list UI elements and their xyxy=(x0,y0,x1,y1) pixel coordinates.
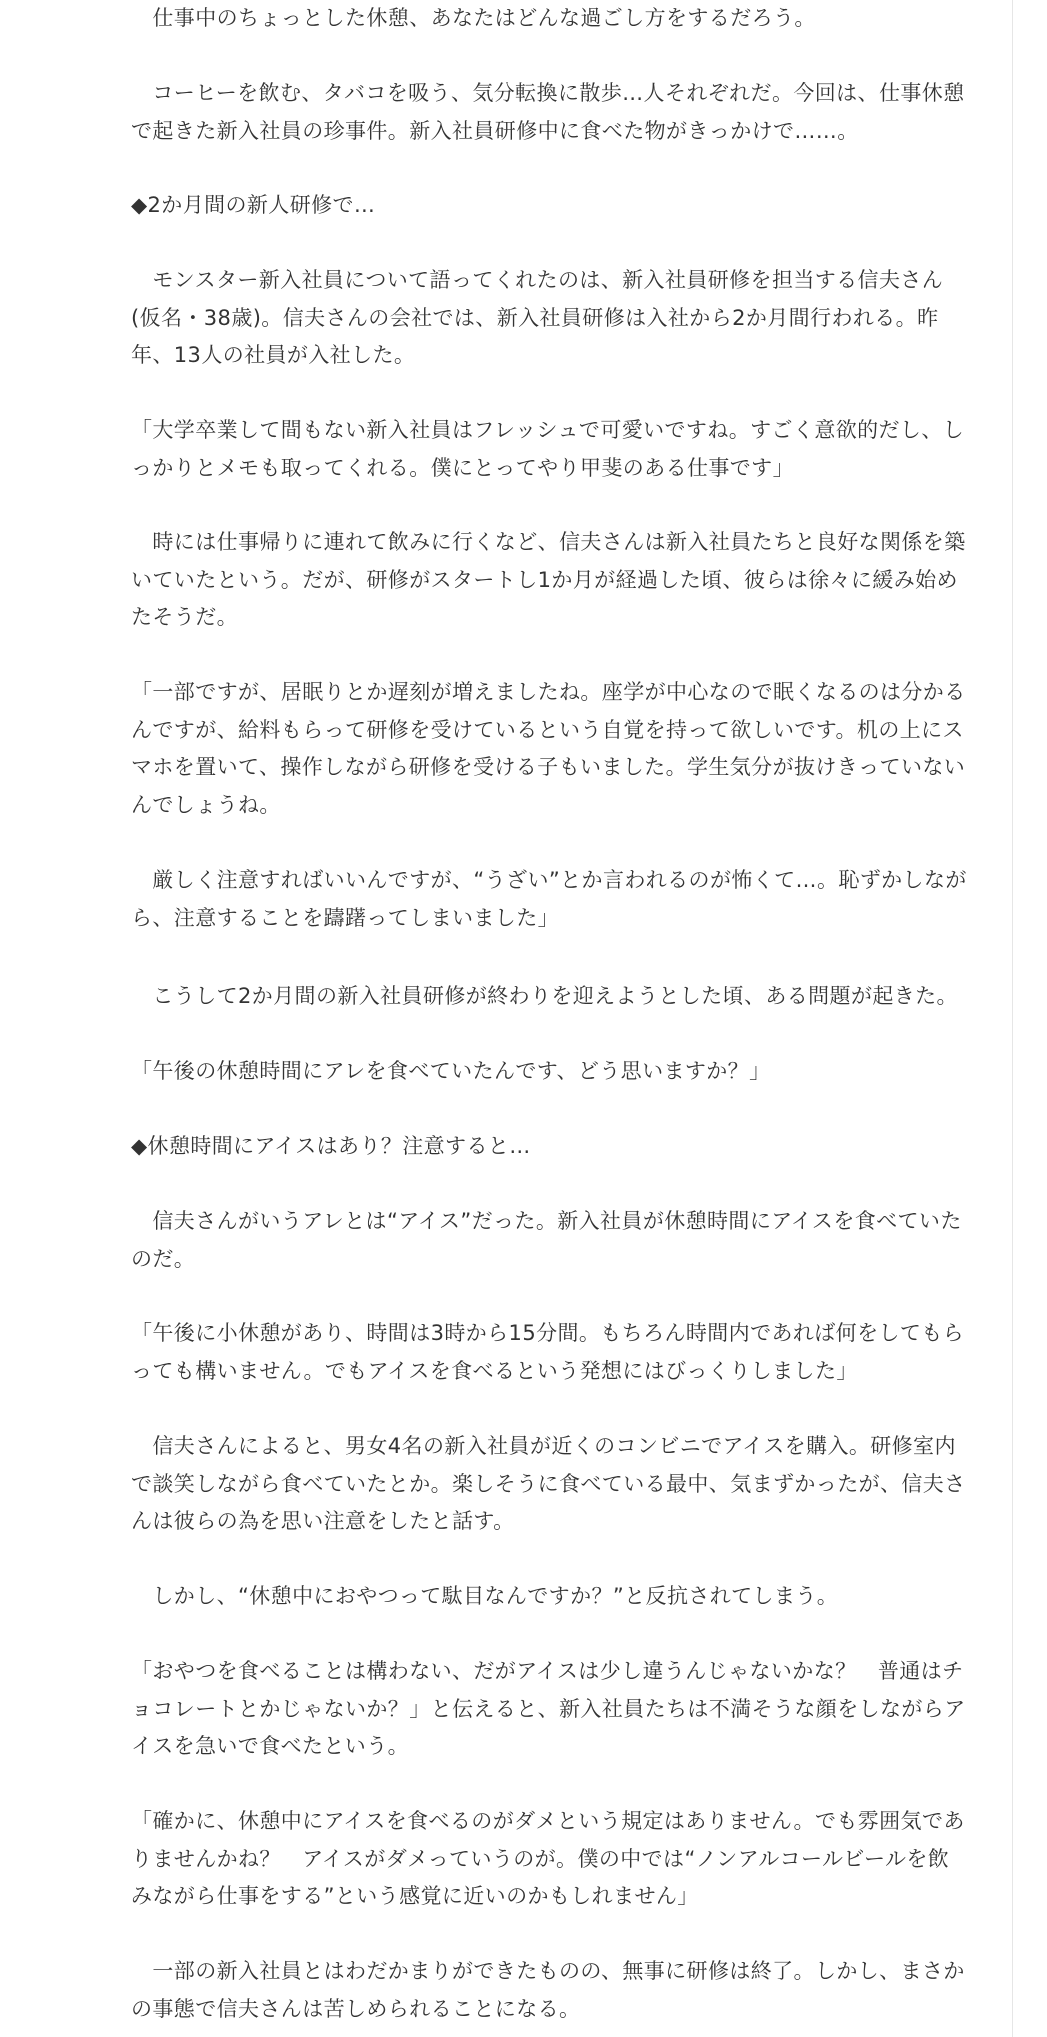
article-paragraph: こうして2か月間の新入社員研修が終わりを迎えようとした頃、ある問題が起きた。 xyxy=(131,984,958,1008)
article-paragraph: モンスター新入社員について語ってくれたのは、新入社員研修を担当する信夫さん(仮名・38歳)。信夫さんの会社では、新入社員研修は入社から2か月間行われる。昨年、13人の社員が入社した。 xyxy=(131,268,944,367)
article-quote: 厳しく注意すればいいんですが、“うざい”とか言われるのが怖くて…。恥ずかしながら、注意することを躊躇ってしまいました」 xyxy=(131,868,967,930)
article-paragraph: 時には仕事帰りに連れて飲みに行くなど、信夫さんは新入社員たちと良好な関係を築いていたという。だが、研修がスタートし1か月が経過した頃、彼らは徐々に緩み始めたそうだ。 xyxy=(131,530,966,629)
article-quote: 「大学卒業して間もない新入社員はフレッシュで可愛いですね。すごく意欲的だし、しっかりとメモも取ってくれる。僕にとってやり甲斐のある仕事です」 xyxy=(131,418,965,480)
article-paragraph: 信夫さんによると、男女4名の新入社員が近くのコンビニでアイスを購入。研修室内で談笑しながら食べていたとか。楽しそうに食べている最中、気まずかったが、信夫さんは彼らの為を思い注意をしたと話す。 xyxy=(131,1434,966,1533)
article-quote: 「午後の休憩時間にアレを食べていたんです、どう思いますか？」 xyxy=(131,1059,771,1083)
article-paragraph: コーヒーを飲む、タバコを吸う、気分転換に散歩…人それぞれだ。今回は、仕事休憩で起きた新入社員の珍事件。新入社員研修中に食べた物がきっかけで……。 xyxy=(131,81,965,143)
article-quote: 「一部ですが、居眠りとか遅刻が増えましたね。座学が中心なので眠くなるのは分かるんですが、給料もらって研修を受けているという自覚を持って欲しいです。机の上にスマホを置いて、操作しながら研修を受ける子もいました。学生気分が抜けきっていないんでしょうね。 xyxy=(131,680,966,817)
article-quote: 「午後に小休憩があり、時間は3時から15分間。もちろん時間内であれば何をしてもらっても構いません。でもアイスを食べるという発想にはびっくりしました」 xyxy=(131,1321,965,1383)
article-paragraph: 信夫さんがいうアレとは“アイス”だった。新入社員が休憩時間にアイスを食べていたのだ。 xyxy=(131,1209,962,1271)
article-paragraph: 仕事中のちょっとした休憩、あなたはどんな過ごし方をするだろう。 xyxy=(131,6,816,30)
content-right-border xyxy=(1012,0,1013,2037)
article-paragraph: しかし、“休憩中におやつって駄目なんですか？”と反抗されてしまう。 xyxy=(131,1584,839,1608)
article-quote: 「おやつを食べることは構わない、だがアイスは少し違うんじゃないかな？ 普通はチョコレートとかじゃないか？」と伝えると、新入社員たちは不満そうな顔をしながらアイスを急いで食べたという。 xyxy=(131,1659,966,1758)
article-paragraph: 一部の新入社員とはわだかまりができたものの、無事に研修は終了。しかし、まさかの事態で信夫さんは苦しめられることになる。 xyxy=(131,1959,965,2021)
article-quote: 「確かに、休憩中にアイスを食べるのがダメという規定はありません。でも雰囲気でありませんかね？ アイスがダメっていうのが。僕の中では“ノンアルコールビールを飲みながら仕事をする”という感覚に近いのかもしれません」 xyxy=(131,1809,965,1908)
section-heading: ◆2か月間の新人研修で… xyxy=(131,193,376,217)
section-heading: ◆休憩時間にアイスはあり？注意すると… xyxy=(131,1134,531,1158)
